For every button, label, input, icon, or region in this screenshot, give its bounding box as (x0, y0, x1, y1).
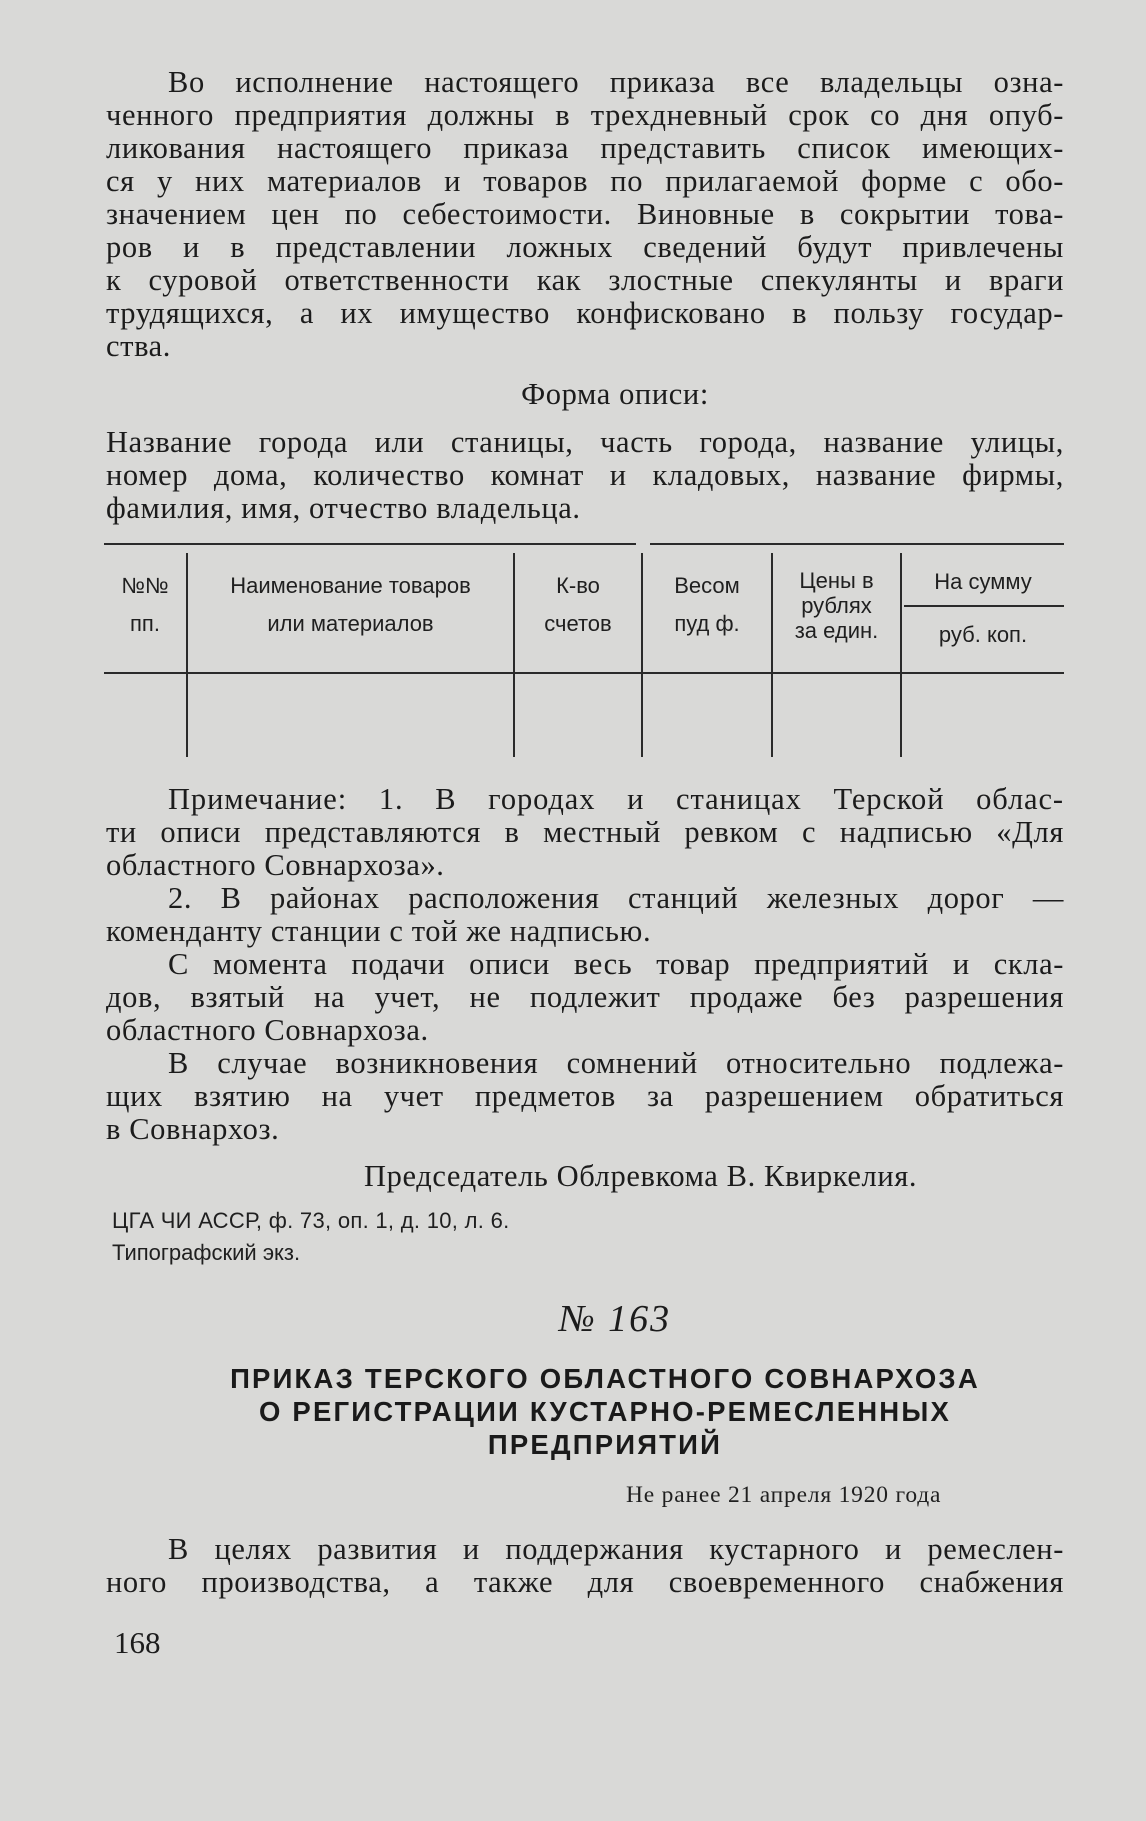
archive-reference: ЦГА ЧИ АССР, ф. 73, оп. 1, д. 10, л. 6. (112, 1208, 510, 1233)
header-text: Наименование товаров (230, 573, 471, 598)
note-line: ти описи представляются в местный ревком с надписью «Для (106, 815, 1064, 849)
title-line: ПРЕДПРИЯТИЙ (487, 1429, 723, 1460)
copy-type: Типографский экз. (112, 1240, 301, 1265)
text-line: фамилия, имя, отчество владельца. (106, 491, 581, 525)
header-text: рублях (801, 593, 872, 618)
final-paragraph (106, 1533, 1064, 1599)
text-line: ликования настоящего приказа представить список имеющих- (106, 131, 1064, 165)
text-line: ного производства, а также для своевременного снабжения (106, 1565, 1064, 1599)
note-section (106, 783, 1064, 1146)
note-line: в Совнархоз. (106, 1112, 280, 1146)
header-text: Цены в (799, 568, 874, 593)
note-line: областного Совнархоза». (106, 848, 445, 882)
header-text: №№ (121, 573, 169, 598)
text-line: трудящихся, а их имущество конфисковано в пользу государ- (106, 296, 1064, 330)
header-sum-units (902, 616, 1064, 654)
signature: Председатель Облревкома В. Квиркелия. (364, 1159, 918, 1193)
note-line: 2. В районах расположения станций железных дорог — (168, 881, 1064, 915)
header-text: руб. коп. (938, 622, 1028, 647)
header-count (515, 567, 641, 643)
note-line: щих взятию на учет предметов за разрешением обратиться (106, 1079, 1064, 1113)
header-text: На сумму (934, 569, 1032, 594)
document-date: Не ранее 21 апреля 1920 года (626, 1482, 942, 1508)
table-top-rule (650, 543, 1064, 545)
text-line: Название города или станицы, часть города, название улицы, (106, 425, 1064, 459)
header-item-name (188, 567, 513, 643)
form-intro (106, 426, 1064, 525)
text-line: номер дома, количество комнат и кладовых, название фирмы, (106, 458, 1064, 492)
inventory-form-table (104, 543, 1064, 757)
header-number (104, 567, 186, 643)
note-line: дов, взятый на учет, не подлежит продаже без разрешения (106, 980, 1064, 1014)
document-title (106, 1362, 1064, 1461)
header-text: К-во (556, 573, 600, 598)
table-header-rule (104, 672, 1064, 674)
text-line: ченного предприятия должны в трехдневный срок со дня опуб- (106, 98, 1064, 132)
header-text: пп. (130, 611, 160, 636)
sum-split-rule (904, 605, 1064, 607)
note-line: коменданту станции с той же надписью. (106, 914, 652, 948)
text-line: к суровой ответственности как злостные спекулянты и враги (106, 263, 1064, 297)
text-line: ров и в представлении ложных сведений будут привлечены (106, 230, 1064, 264)
text-line: ся у них материалов и товаров по прилагаемой форме с обо- (106, 164, 1064, 198)
text-line: Во исполнение настоящего приказа все владельцы озна- (168, 65, 1064, 99)
header-text: пуд ф. (674, 611, 740, 636)
text-line: В целях развития и поддержания кустарного и ремеслен- (168, 1532, 1064, 1566)
form-title: Форма описи: (521, 377, 709, 411)
title-line: ПРИКАЗ ТЕРСКОГО ОБЛАСТНОГО СОВНАРХОЗА (230, 1363, 980, 1394)
header-text: или материалов (267, 611, 434, 636)
header-sum (902, 563, 1064, 601)
note-line: В случае возникновения сомнений относительно подлежа- (168, 1046, 1064, 1080)
document-number: № 163 (558, 1298, 672, 1340)
note-line: Примечание: 1. В городах и станицах Терской облас- (168, 782, 1064, 816)
header-unit-price (773, 568, 900, 643)
note-line: областного Совнархоза. (106, 1013, 429, 1047)
page-number: 168 (114, 1625, 161, 1660)
text-line: ства. (106, 329, 172, 363)
title-line: О РЕГИСТРАЦИИ КУСТАРНО-РЕМЕСЛЕННЫХ (258, 1396, 952, 1427)
header-text: счетов (544, 611, 612, 636)
header-text: за един. (794, 618, 879, 643)
order-paragraph (106, 66, 1064, 363)
header-text: Весом (674, 573, 740, 598)
note-line: С момента подачи описи весь товар предприятий и скла- (168, 947, 1064, 981)
table-top-rule (104, 543, 636, 545)
header-weight (643, 567, 771, 643)
text-line: значением цен по себестоимости. Виновные в сокрытии това- (106, 197, 1064, 231)
